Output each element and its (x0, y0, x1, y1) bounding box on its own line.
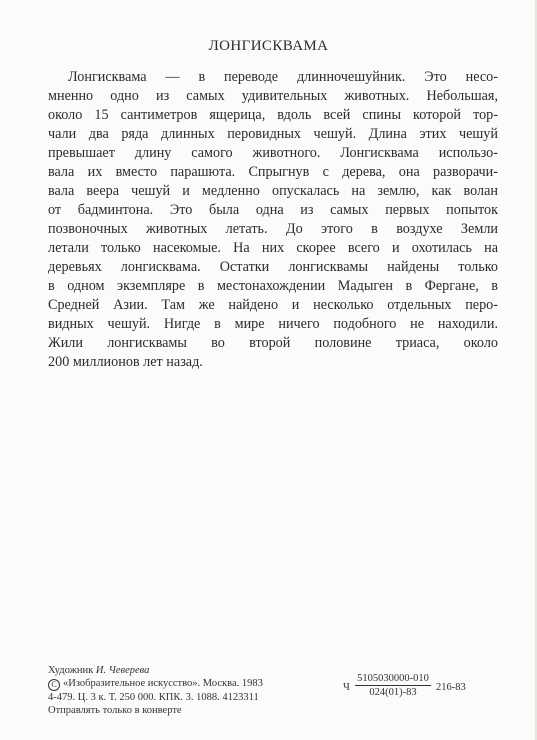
catalog-numerator: 5105030000-010 (355, 673, 431, 686)
catalog-denominator: 024(01)-83 (369, 687, 417, 698)
body-line: Жили лонгисквамы во второй половине триаса, около (48, 335, 498, 351)
catalog-letter: Ч (343, 682, 350, 693)
body-paragraph (48, 68, 498, 372)
artist-credit (48, 664, 263, 677)
artist-name: И. Чеверева (95, 665, 150, 676)
publisher-text: «Изобразительное искусство». Москва. 1983 (63, 678, 263, 689)
body-line: вала их вместо парашюта. Спрыгнув с дерева, она разворачи- (48, 164, 498, 180)
body-line: в одном экземпляре в местонахождении Мадыген в Фергане, в (48, 278, 498, 294)
body-line: деревьях лонгисквама. Остатки лонгисквамы найдены только (48, 259, 498, 275)
catalog-tail: 216-83 (436, 682, 466, 693)
imprint (48, 664, 263, 717)
page-title: ЛОНГИСКВАМА (208, 38, 329, 54)
publisher-line (48, 677, 263, 691)
body-line: мненно одно из самых удивительных животных. Небольшая, (48, 88, 498, 104)
body-line: около 15 сантиметров ящерица, вдоль всей спины которой тор- (48, 107, 498, 123)
body-line: Лонгисквама — в переводе длинночешуйник. Это несо- (68, 69, 498, 85)
artist-label: Художник (48, 665, 94, 676)
body-line: летали только насекомые. На них скорее всего и охотилась на (48, 240, 498, 256)
body-line: чали два ряда длинных перовидных чешуй. Длина этих чешуй (48, 126, 498, 142)
mail-note: Отправлять только в конверте (48, 705, 182, 716)
body-line: 200 миллионов лет назад. (48, 354, 203, 370)
body-line: превышает длину самого животного. Лонгисквама использо- (48, 145, 498, 161)
body-line: позвоночных животных летать. До этого в воздухе Земли (48, 221, 498, 237)
catalog-fraction (355, 673, 431, 698)
body-line: от бадминтона. Это была одна из самых первых попыток (48, 202, 498, 218)
copyright-icon: C (48, 679, 60, 691)
body-line: Средней Азии. Там же найдено и несколько отдельных перо- (48, 297, 498, 313)
print-details: 4-479. Ц. 3 к. Т. 250 000. КПК. 3. 1088. 4123311 (48, 692, 259, 703)
body-line: вала веера чешуй и медленно опускалась на землю, как волан (48, 183, 498, 199)
body-line: видных чешуй. Нигде в мире ничего подобного не находили. (48, 316, 498, 332)
